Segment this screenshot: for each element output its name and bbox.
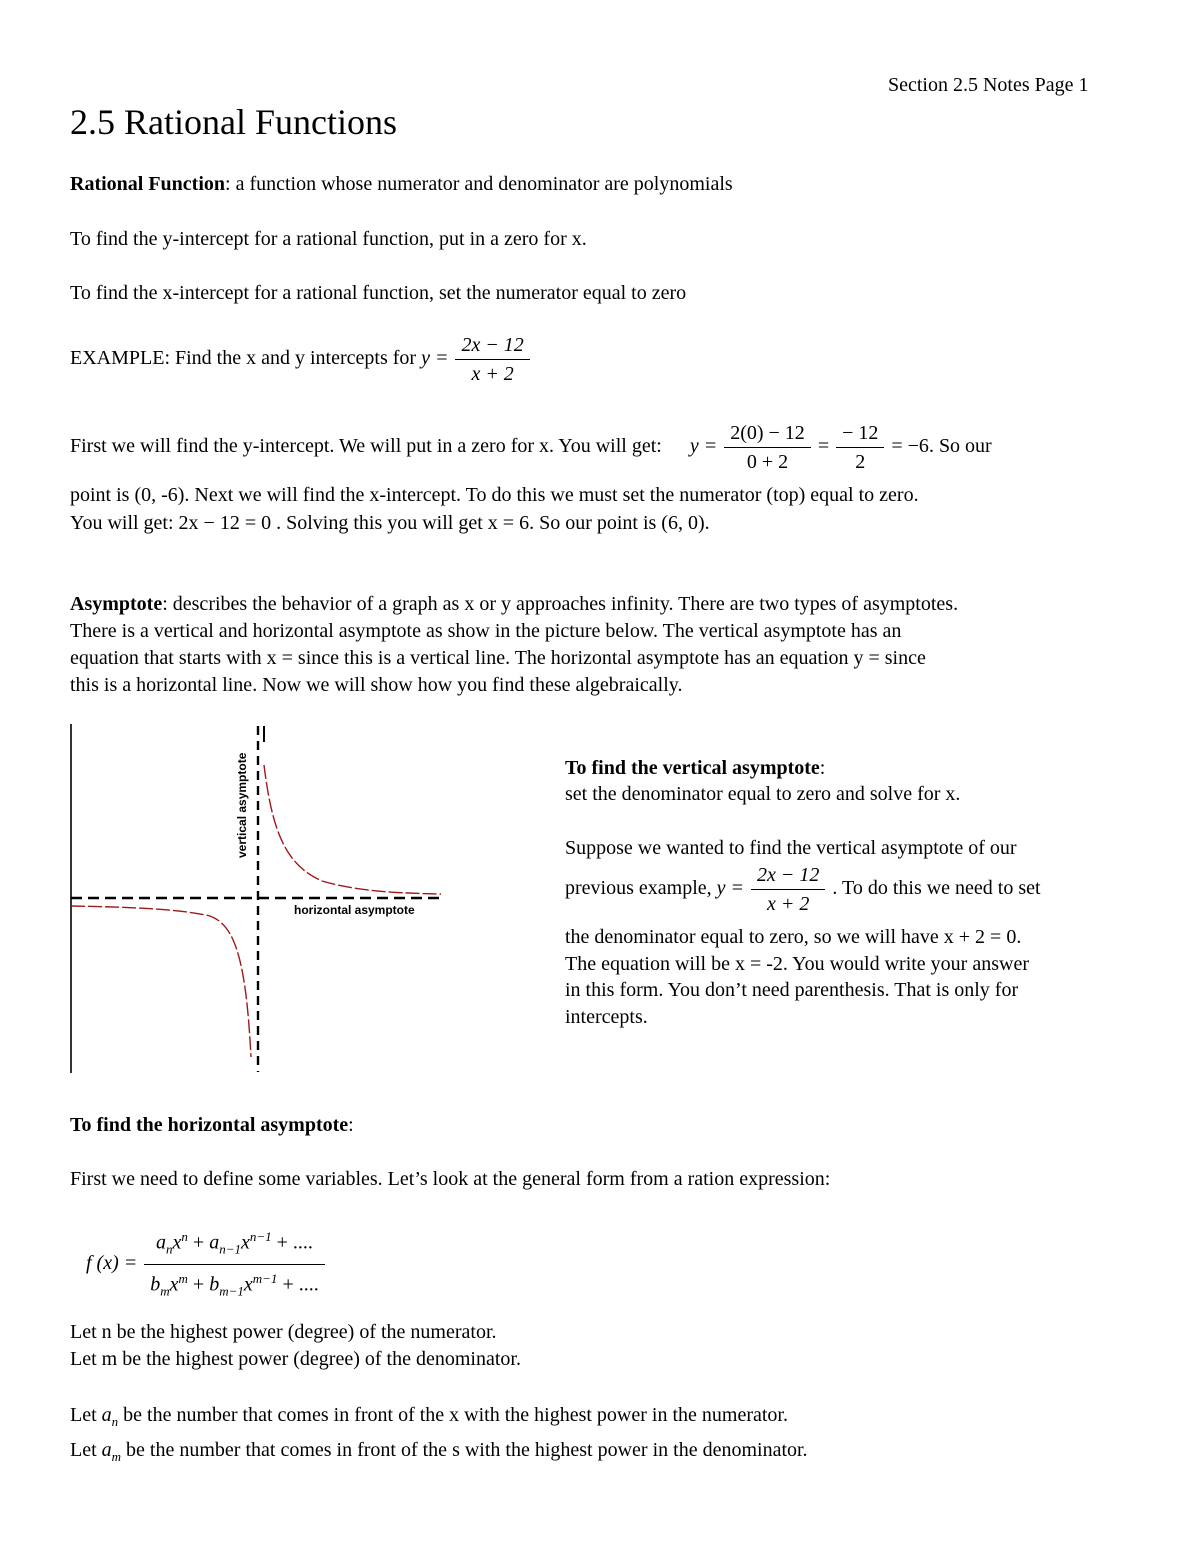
formula-num-plus: + xyxy=(187,1231,210,1254)
formula-num-x1: x xyxy=(172,1231,182,1254)
vertical-heading-line xyxy=(565,755,825,781)
let-an-post: be the number that comes in front of the x with the highest power in the numerator. xyxy=(118,1404,788,1426)
vertical-p2-line-1: Suppose we wanted to find the vertical asymptote of our xyxy=(565,837,1017,859)
example-fraction xyxy=(455,333,529,386)
let-an-line xyxy=(70,1402,788,1435)
solution-line3-eq: 2x − 12 = 0 xyxy=(178,512,272,534)
let-am-sub: m xyxy=(111,1449,122,1464)
x-intercept-rule: To find the x-intercept for a rational function, set the numerator equal to zero xyxy=(70,282,687,304)
solution-text: First we will find the y-intercept. We will put in a zero for x. You will get: xyxy=(70,435,662,458)
asymptote-graph xyxy=(60,720,460,1080)
formula-num-x1-sup: n xyxy=(181,1229,188,1244)
let-am-var: a xyxy=(101,1439,112,1461)
formula-den-x1: x xyxy=(169,1273,179,1296)
formula-num-x2-sup: n−1 xyxy=(249,1229,272,1244)
formula-num-a1-sub: n xyxy=(166,1241,173,1257)
vertical-p2-line-4: The equation will be x = -2. You would write your answer xyxy=(565,953,1029,975)
let-am-line xyxy=(70,1437,808,1470)
formula-den-x1-sup: m xyxy=(178,1270,188,1286)
solution-line-1 xyxy=(70,421,992,474)
formula-fraction xyxy=(144,1225,324,1303)
let-an-pre: Let xyxy=(70,1404,102,1426)
asymptote-line1: : describes the behavior of a graph as x or y approaches infinity. There are two types of asymptotes. xyxy=(162,593,959,615)
vertical-line-1: set the denominator equal to zero and solve for x. xyxy=(565,783,961,805)
formula-num-x2: x xyxy=(240,1231,250,1254)
formula-num-a2: a xyxy=(209,1231,220,1254)
horizontal-intro: First we need to define some variables. Let’s look at the general form from a ration expression: xyxy=(70,1168,831,1190)
lower-branch-curve xyxy=(71,906,251,1057)
definition-term: Rational Function xyxy=(70,173,226,195)
let-an-sub: n xyxy=(111,1414,119,1429)
solution-tail: . So our xyxy=(928,435,992,458)
formula-numerator xyxy=(144,1225,324,1265)
formula-lhs: f (x) = xyxy=(86,1251,138,1274)
definition-line xyxy=(70,171,733,197)
formula-den-tail: + .... xyxy=(277,1273,319,1296)
formula-num-tail: + .... xyxy=(271,1231,313,1254)
solution-f1-denominator: 0 + 2 xyxy=(746,451,789,473)
let-an-var: a xyxy=(101,1404,112,1426)
y-intercept-rule: To find the y-intercept for a rational function, put in a zero for x. xyxy=(70,228,587,250)
solution-fraction-1 xyxy=(724,421,811,474)
horizontal-heading: To find the horizontal asymptote xyxy=(70,1114,349,1136)
general-form-formula xyxy=(86,1225,327,1303)
formula-den-b2-sub: m−1 xyxy=(219,1283,244,1299)
solution-line-3 xyxy=(70,510,710,536)
vertical-p2-prefix: previous example, xyxy=(565,877,712,900)
solution-line3-b: . Solving this you will get x = 6. So our point is (6, 0). xyxy=(271,512,710,534)
page-title: 2.5 Rational Functions xyxy=(70,102,397,142)
solution-f2-numerator: − 12 xyxy=(836,421,884,448)
running-header: Section 2.5 Notes Page 1 xyxy=(888,74,1089,96)
formula-num-a2-sub: n−1 xyxy=(219,1241,241,1257)
horizontal-heading-colon: : xyxy=(348,1114,354,1136)
solution-line3-a: You will get: xyxy=(70,512,179,534)
example-denominator: x + 2 xyxy=(471,363,514,385)
solution-line-2: point is (0, -6). Next we will find the x-intercept. To do this we must set the numerator (top) equal to zero. xyxy=(70,484,919,506)
asymptote-line-4: this is a horizontal line. Now we will show how you find these algebraically. xyxy=(70,674,683,696)
asymptote-line-3: equation that starts with x = since this is a vertical line. The horizontal asymptote has an equation y = since xyxy=(70,647,926,669)
formula-den-x2: x xyxy=(243,1273,253,1296)
vertical-p2-fraction xyxy=(751,863,825,916)
solution-eq-mid: = xyxy=(817,435,830,458)
let-am-pre: Let xyxy=(70,1439,102,1461)
vertical-p2-denominator: x + 2 xyxy=(767,893,810,915)
vertical-p2-numerator: 2x − 12 xyxy=(751,863,825,890)
example-numerator: 2x − 12 xyxy=(455,333,529,360)
solution-fraction-2 xyxy=(836,421,884,474)
horizontal-heading-line xyxy=(70,1112,354,1138)
vertical-p2-line-6: intercepts. xyxy=(565,1006,648,1028)
definition-text: : a function whose numerator and denominator are polynomials xyxy=(225,173,733,195)
formula-num-a1: a xyxy=(156,1231,167,1254)
example-lhs: y = xyxy=(421,347,449,370)
example-prefix: EXAMPLE: Find the x and y intercepts for xyxy=(70,347,422,370)
upper-branch-curve xyxy=(264,765,441,894)
vertical-p2-line-5: in this form. You don’t need parenthesis. That is only for xyxy=(565,979,1019,1001)
vertical-p2-lhs: y = xyxy=(716,877,744,900)
asymptote-line-1 xyxy=(70,591,958,617)
formula-den-plus: + xyxy=(187,1273,210,1296)
solution-f1-numerator: 2(0) − 12 xyxy=(724,421,811,448)
let-m-line: Let m be the highest power (degree) of the denominator. xyxy=(70,1348,521,1370)
asymptote-term: Asymptote xyxy=(70,593,163,615)
solution-f2-denominator: 2 xyxy=(855,451,866,473)
let-n-line: Let n be the highest power (degree) of the numerator. xyxy=(70,1321,497,1343)
example-line xyxy=(70,333,532,386)
solution-eq-lhs: y = xyxy=(689,435,718,458)
formula-denominator xyxy=(144,1265,324,1304)
let-am-post: be the number that comes in front of the s with the highest power in the denominator. xyxy=(121,1439,808,1461)
solution-result: = −6 xyxy=(891,435,929,458)
horizontal-asymptote-label: horizontal asymptote xyxy=(294,903,415,917)
formula-den-x2-sup: m−1 xyxy=(252,1270,278,1286)
vertical-p2-line-2 xyxy=(565,863,1041,916)
formula-den-b1: b xyxy=(150,1273,161,1296)
asymptote-line-2: There is a vertical and horizontal asymptote as show in the picture below. The vertical asymptote has an xyxy=(70,620,902,642)
formula-den-b1-sub: m xyxy=(160,1283,170,1299)
vertical-asymptote-label: vertical asymptote xyxy=(235,752,249,858)
vertical-p2-line-3: the denominator equal to zero, so we will have x + 2 = 0. xyxy=(565,926,1022,948)
vertical-heading: To find the vertical asymptote xyxy=(565,757,820,779)
vertical-heading-colon: : xyxy=(819,757,826,779)
formula-den-b2: b xyxy=(209,1273,220,1296)
vertical-p2-tail: . To do this we need to set xyxy=(832,877,1041,900)
